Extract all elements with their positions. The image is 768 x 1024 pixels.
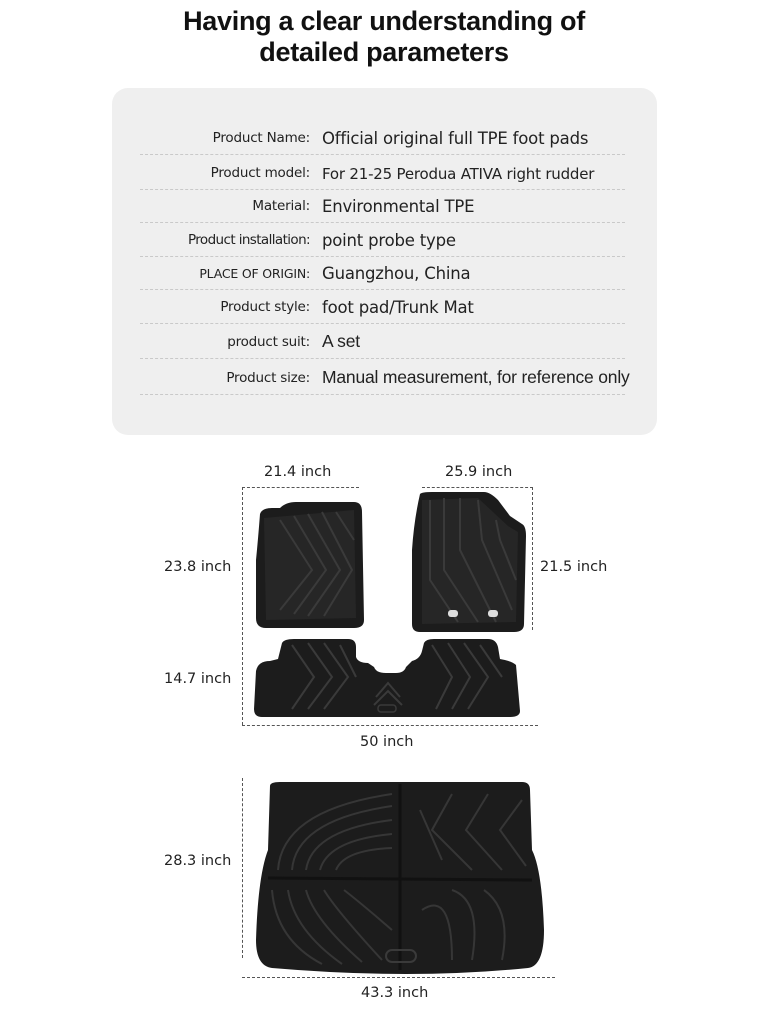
rear-floor-mat-image — [252, 637, 524, 719]
param-value: For 21-25 Perodua ATIVA right rudder — [322, 165, 595, 183]
param-value: point probe type — [322, 231, 456, 250]
param-label: Material: — [252, 198, 310, 214]
driver-mat-width-label: 21.4 inch — [264, 464, 332, 480]
param-row-place-of-origin — [140, 255, 625, 290]
param-label: Product style: — [220, 299, 310, 315]
param-value: A set — [322, 331, 360, 351]
page-title-line-1: Having a clear understanding of — [183, 6, 585, 36]
passenger-floor-mat-image — [408, 490, 528, 635]
param-value: foot pad/Trunk Mat — [322, 298, 474, 317]
param-row-product-size — [140, 360, 630, 395]
driver-mat-height-label: 23.8 inch — [164, 559, 232, 575]
trunk-mat-image — [252, 780, 548, 976]
page-title-line-2: detailed parameters — [259, 37, 509, 67]
driver-width-guide — [242, 487, 359, 488]
param-label: Product model: — [210, 165, 310, 181]
passenger-mat-height-label: 21.5 inch — [540, 559, 608, 575]
parameters-panel — [112, 88, 657, 435]
trunk-height-guide — [242, 778, 243, 958]
left-height-guide — [242, 487, 243, 725]
passenger-mat-width-label: 25.9 inch — [445, 464, 513, 480]
param-value: Guangzhou, China — [322, 264, 471, 283]
rear-mat-width-label: 50 inch — [360, 734, 414, 750]
param-row-product-name — [140, 120, 625, 155]
param-value: Environmental TPE — [322, 197, 475, 216]
param-row-product-style — [140, 289, 625, 324]
rear-width-guide — [242, 725, 538, 726]
trunk-width-guide — [242, 977, 555, 978]
trunk-mat-height-label: 28.3 inch — [164, 853, 232, 869]
passenger-width-guide — [422, 487, 533, 488]
param-value: Official original full TPE foot pads — [322, 129, 589, 148]
param-label: Product installation: — [187, 232, 310, 248]
param-label: product suit: — [227, 334, 310, 350]
param-row-installation — [140, 222, 625, 257]
trunk-mat-width-label: 43.3 inch — [361, 985, 429, 1001]
page-title — [0, 6, 768, 68]
param-label: Product size: — [226, 370, 310, 386]
passenger-height-guide — [532, 487, 533, 630]
param-value: Manual measurement, for reference only — [322, 367, 630, 387]
param-label: PLACE OF ORIGIN: — [199, 266, 310, 281]
param-label: Product Name: — [212, 130, 310, 146]
param-row-product-suit — [140, 324, 625, 359]
param-row-material — [140, 188, 625, 223]
driver-floor-mat-image — [250, 500, 366, 632]
param-row-product-model — [140, 155, 625, 190]
rear-mat-height-label: 14.7 inch — [164, 671, 232, 687]
